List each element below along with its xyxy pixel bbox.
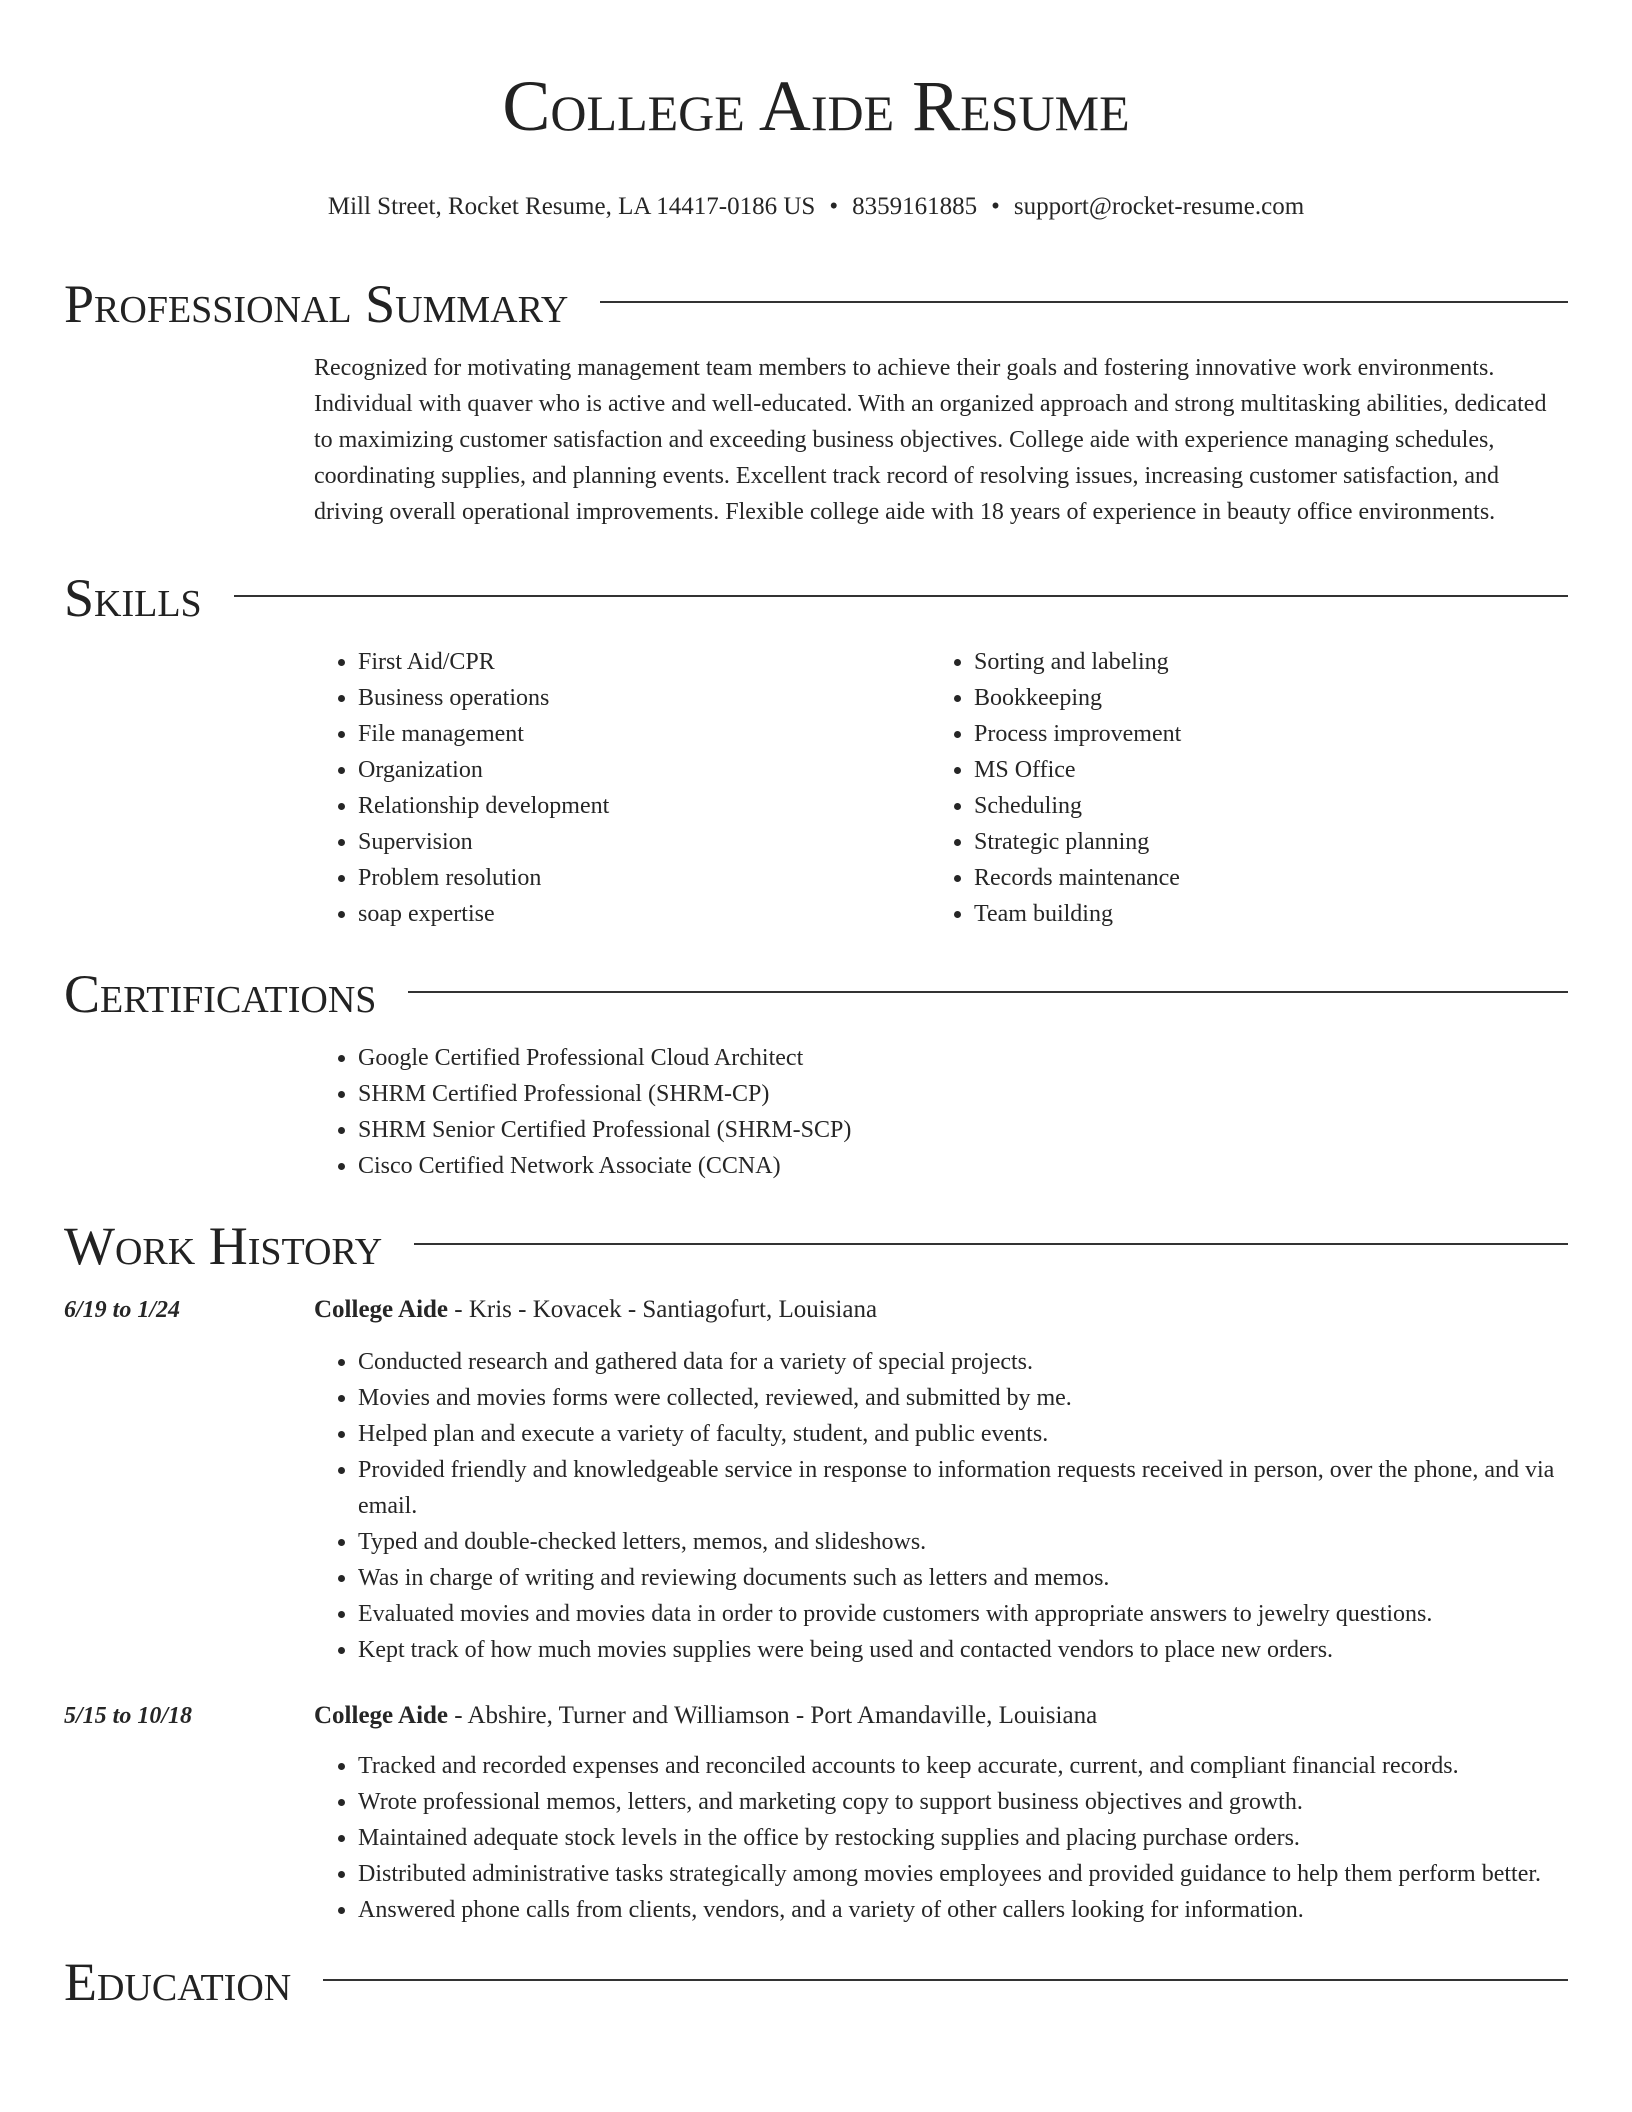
skill-item: • Process improvement bbox=[974, 716, 1546, 752]
contact-email: support@rocket-resume.com bbox=[1013, 193, 1305, 220]
job-entry bbox=[0, 1698, 1632, 1928]
job-duty: • Conducted research and gathered data for a variety of special projects. bbox=[358, 1344, 1568, 1380]
skill-item: • Business operations bbox=[358, 680, 930, 716]
section-title: Work History bbox=[64, 1216, 383, 1276]
section-title: Education bbox=[64, 1952, 292, 2012]
skill-item: • Organization bbox=[358, 752, 930, 788]
section-divider bbox=[234, 595, 1568, 597]
contact-address: Mill Street, Rocket Resume, LA 14417-0186 US bbox=[327, 193, 816, 220]
job-header bbox=[0, 1292, 1632, 1328]
skill-item: • File management bbox=[358, 716, 930, 752]
job-header bbox=[0, 1698, 1632, 1734]
section-header bbox=[0, 272, 1632, 336]
skill-item: • Records maintenance bbox=[974, 860, 1546, 896]
job-duty: • Answered phone calls from clients, vendors, and a variety of other callers looking for information. bbox=[358, 1892, 1568, 1928]
contact-separator: • bbox=[829, 193, 839, 220]
section-certifications bbox=[0, 962, 1632, 1184]
job-duties bbox=[314, 1344, 1568, 1668]
section-work-history bbox=[0, 1214, 1632, 1928]
certifications-content bbox=[314, 1040, 1568, 1184]
certification-item: • Cisco Certified Network Associate (CCNA) bbox=[358, 1148, 1568, 1184]
certification-item: • Google Certified Professional Cloud Architect bbox=[358, 1040, 1568, 1076]
resume-title: College Aide Resume bbox=[502, 66, 1130, 146]
skills-column-right bbox=[930, 644, 1546, 932]
skill-item: • Supervision bbox=[358, 824, 930, 860]
job-entry bbox=[0, 1292, 1632, 1668]
skill-item: • soap expertise bbox=[358, 896, 930, 932]
job-employer: - Kris - Kovacek - Santiagofurt, Louisiana bbox=[448, 1296, 878, 1323]
section-summary bbox=[0, 272, 1632, 530]
skill-item: • Scheduling bbox=[974, 788, 1546, 824]
job-duty: • Provided friendly and knowledgeable service in response to information requests received in person, over the phone, and via email. bbox=[358, 1452, 1568, 1524]
certification-item: • SHRM Senior Certified Professional (SHRM-SCP) bbox=[358, 1112, 1568, 1148]
job-dates: 6/19 to 1/24 bbox=[64, 1297, 181, 1323]
section-divider bbox=[323, 1979, 1568, 1981]
section-skills bbox=[0, 566, 1632, 932]
skills-grid bbox=[314, 644, 1568, 932]
section-header bbox=[0, 1950, 1632, 2014]
contact-phone: 8359161885 bbox=[852, 193, 978, 220]
section-header bbox=[0, 566, 1632, 630]
section-header bbox=[0, 1214, 1632, 1278]
skill-item: • Relationship development bbox=[358, 788, 930, 824]
section-divider bbox=[414, 1243, 1568, 1245]
job-employer: - Abshire, Turner and Williamson - Port Amandaville, Louisiana bbox=[448, 1702, 1098, 1729]
certification-item: • SHRM Certified Professional (SHRM-CP) bbox=[358, 1076, 1568, 1112]
contact-line bbox=[0, 190, 1632, 224]
job-duties bbox=[314, 1748, 1568, 1928]
skill-item: • Problem resolution bbox=[358, 860, 930, 896]
job-duty: • Evaluated movies and movies data in order to provide customers with appropriate answers to jewelry questions. bbox=[358, 1596, 1568, 1632]
skill-item: • MS Office bbox=[974, 752, 1546, 788]
job-title: College Aide bbox=[314, 1702, 449, 1729]
job-title: College Aide bbox=[314, 1296, 449, 1323]
job-duty: • Maintained adequate stock levels in the office by restocking supplies and placing purchase orders. bbox=[358, 1820, 1568, 1856]
job-duty: • Tracked and recorded expenses and reconciled accounts to keep accurate, current, and compliant financial records. bbox=[358, 1748, 1568, 1784]
section-title: Professional Summary bbox=[64, 274, 569, 334]
skills-column-left bbox=[314, 644, 930, 932]
summary-text: Recognized for motivating management team members to achieve their goals and fostering innovative work environments. Individual with quaver who is active and well-educated. With an organized approach and strong multitasking abilities, dedicated to maximizing customer satisfaction and exceeding business objectives. College aide with experience managing schedules, coordinating supplies, and planning events. Excellent track record of resolving issues, increasing customer satisfaction, and driving overall operational improvements. Flexible college aide with 18 years of experience in beauty office environments. bbox=[314, 355, 1547, 525]
job-title-line bbox=[314, 1292, 877, 1328]
section-header bbox=[0, 962, 1632, 1026]
job-duty: • Wrote professional memos, letters, and marketing copy to support business objectives and growth. bbox=[358, 1784, 1568, 1820]
skill-item: • Bookkeeping bbox=[974, 680, 1546, 716]
job-duty: • Helped plan and execute a variety of faculty, student, and public events. bbox=[358, 1416, 1568, 1452]
job-dates: 5/15 to 10/18 bbox=[64, 1703, 193, 1729]
section-education bbox=[0, 1950, 1632, 2014]
section-divider bbox=[408, 991, 1568, 993]
skill-item: • First Aid/CPR bbox=[358, 644, 930, 680]
job-title-line bbox=[314, 1698, 1097, 1734]
job-duty: • Was in charge of writing and reviewing documents such as letters and memos. bbox=[358, 1560, 1568, 1596]
section-title: Skills bbox=[64, 568, 202, 628]
section-title: Certifications bbox=[64, 964, 377, 1024]
job-duty: • Movies and movies forms were collected, reviewed, and submitted by me. bbox=[358, 1380, 1568, 1416]
skill-item: • Team building bbox=[974, 896, 1546, 932]
summary-content bbox=[314, 350, 1568, 530]
skill-item: • Strategic planning bbox=[974, 824, 1546, 860]
contact-separator: • bbox=[991, 193, 1000, 220]
job-duty: • Typed and double-checked letters, memos, and slideshows. bbox=[358, 1524, 1568, 1560]
job-duty: • Kept track of how much movies supplies were being used and contacted vendors to place new orders. bbox=[358, 1632, 1568, 1668]
job-duty: • Distributed administrative tasks strategically among movies employees and provided guidance to help them perform better. bbox=[358, 1856, 1568, 1892]
skill-item: • Sorting and labeling bbox=[974, 644, 1546, 680]
section-divider bbox=[600, 301, 1568, 303]
